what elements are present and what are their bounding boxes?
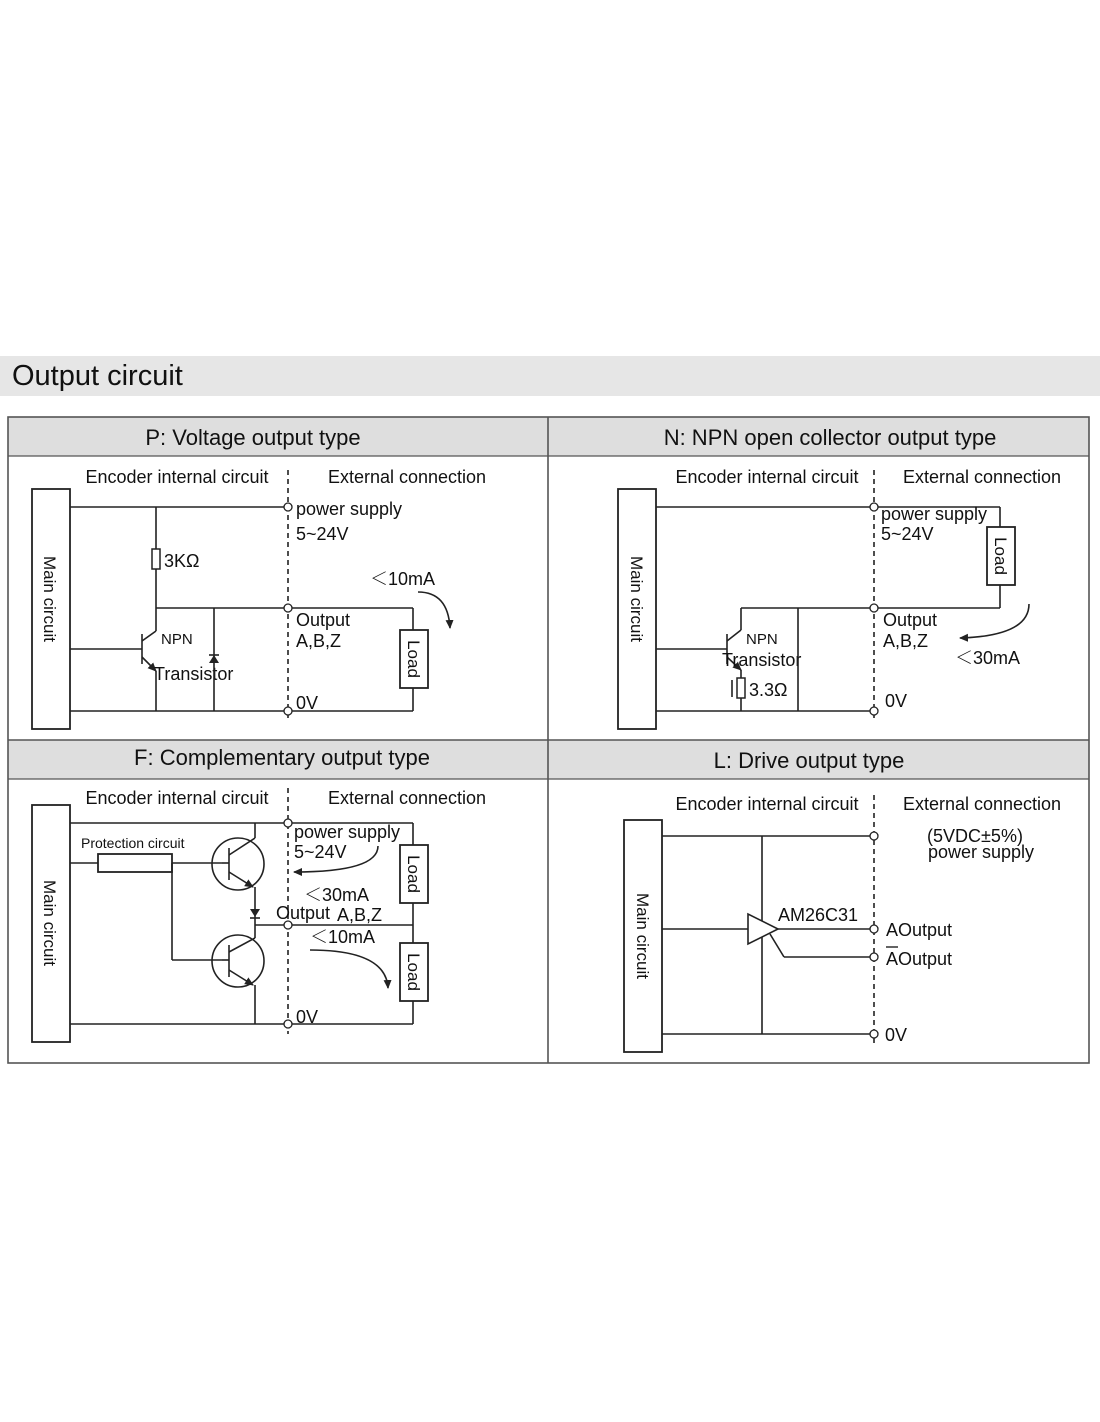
protection-circuit-box [98,854,172,872]
panel-n-title: N: NPN open collector output type [663,425,997,450]
encoder-internal-label: Encoder internal circuit [675,467,859,487]
power-supply-label: power supply [294,822,401,842]
voltage-range-label: 5~24V [881,524,934,544]
zero-volt-label: 0V [296,693,319,713]
encoder-internal-label: Encoder internal circuit [85,467,269,487]
npn-label: NPN [746,631,778,648]
encoder-internal-label: Encoder internal circuit [85,788,269,808]
panel-p-title: P: Voltage output type [145,425,361,450]
panel-n-circuit [618,467,1061,729]
power-supply-label: power supply [927,842,1035,862]
panel-l-circuit [624,794,1061,1052]
sink-current-label: ＜10mA [310,927,376,947]
current-label: ＜10mA [370,569,436,589]
external-connection-label: External connection [327,788,487,808]
output-label: Output [296,610,351,630]
output-label: Output [883,610,938,630]
load-label: Load [991,537,1010,575]
external-connection-label: External connection [902,794,1062,814]
upper-transistor-icon [212,838,264,890]
main-circuit-label: Main circuit [40,556,59,642]
output-channels-label: A,B,Z [883,631,929,651]
a-output-prefix: A [886,920,899,940]
voltage-range-label: 5~24V [294,842,347,862]
current-arrow [418,592,450,628]
external-connection-label: External connection [327,467,487,487]
source-current-label: ＜30mA [304,885,370,905]
load-label: Load [404,640,423,678]
encoder-internal-label: Encoder internal circuit [675,794,859,814]
panel-l-title: L: Drive output type [713,748,905,773]
resistor-value: 3KΩ [164,551,200,571]
driver-chip-label: AM26C31 [778,905,859,925]
panel-f-title: F: Complementary output type [134,745,430,770]
power-supply-label: power supply [296,499,403,519]
current-label: ＜30mA [955,648,1021,668]
external-connection-label: External connection [902,467,1062,487]
panel-p-circuit [32,467,486,729]
output-label: Output [276,903,331,923]
resistor-icon [737,678,745,698]
main-circuit-label: Main circuit [627,556,646,642]
voltage-range-label: 5~24V [296,524,349,544]
diode-icon [209,655,219,663]
output-channels-label: A,B,Z [296,631,342,651]
a-output-label: Output [898,920,953,940]
panel-f-circuit [32,788,486,1042]
zero-volt-label: 0V [885,1025,908,1045]
lower-transistor-icon [212,935,264,987]
zero-volt-label: 0V [296,1007,319,1027]
transistor-label: Transistor [722,650,802,670]
main-circuit-label: Main circuit [633,893,652,979]
diode-icon [250,909,260,917]
npn-label: NPN [161,631,193,648]
a-bar-output-prefix: A [886,949,899,969]
sink-current-arrow [310,950,388,988]
section-title: Output circuit [12,360,183,392]
output-channels-label: A,B,Z [337,905,383,925]
current-arrow [960,604,1029,638]
protection-circuit-label: Protection circuit [81,835,185,851]
resistor-icon [152,549,160,569]
resistor-value: 3.3Ω [749,680,788,700]
a-bar-output-label: Output [898,949,953,969]
lower-load-label: Load [404,953,423,991]
transistor-label: Transistor [154,664,234,684]
main-circuit-label: Main circuit [40,880,59,966]
upper-load-label: Load [404,855,423,893]
power-supply-label: power supply [881,504,988,524]
zero-volt-label: 0V [885,691,908,711]
supply-voltage-label: (5VDC±5%) [927,826,1023,846]
